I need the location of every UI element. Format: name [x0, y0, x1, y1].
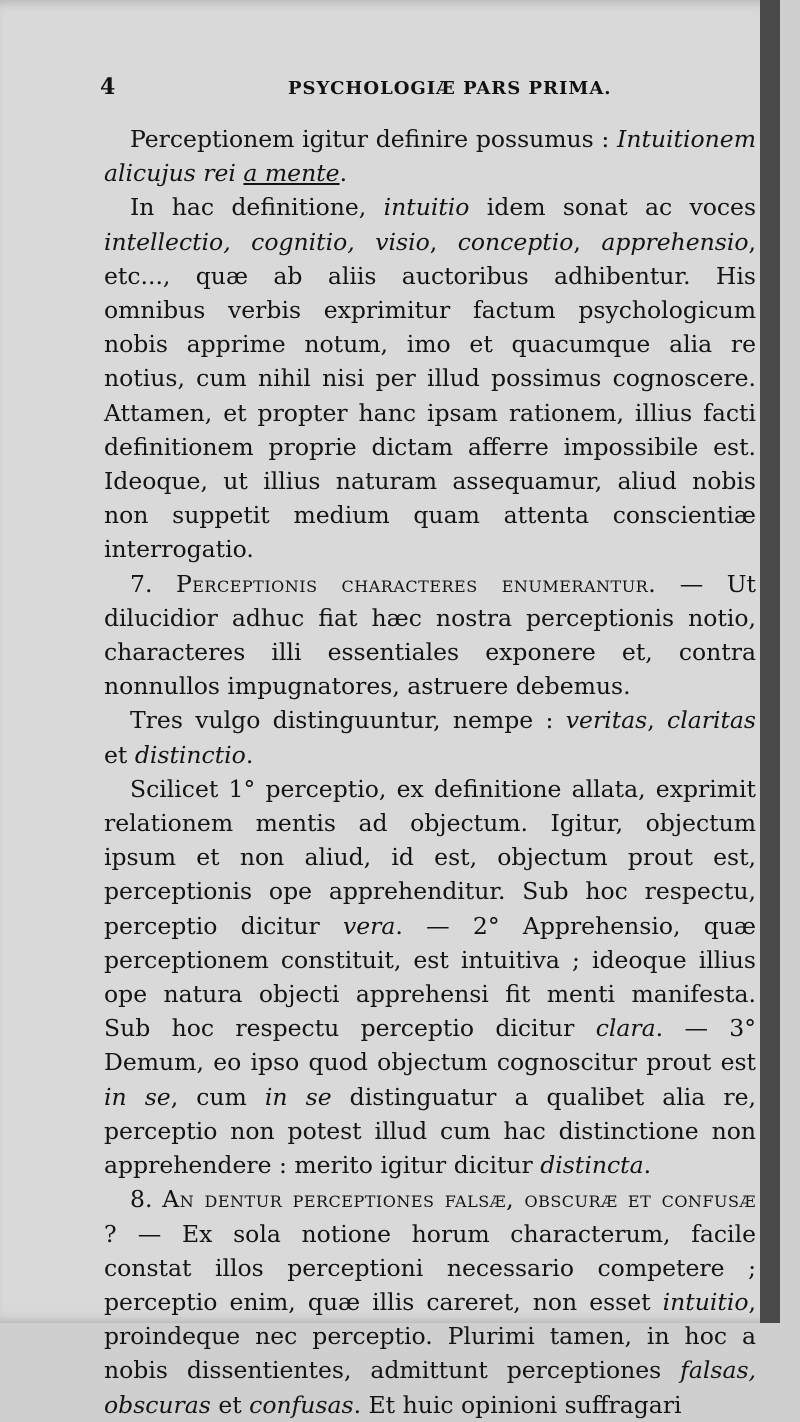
text-run: ,: [647, 706, 668, 735]
text-run: , proindeque nec perceptio. Plurimi tamen, in hoc a nobis dissentientes, admittunt perceptiones: [104, 1287, 756, 1385]
text-run: , cum: [170, 1082, 265, 1111]
page-number: 4: [100, 74, 116, 100]
running-title: PSYCHOLOGIÆ PARS PRIMA.: [288, 78, 612, 99]
text-run: . — 3° Demum, eo ipso quod objectum cognoscitur prout est: [104, 1014, 756, 1077]
page-edge: [760, 0, 780, 1323]
text-run: .: [339, 159, 348, 188]
text-run: distinguatur a qualibet alia re, perceptio non potest illud cum hac distinctione non apprehendere : merito igitur dicitur: [104, 1082, 756, 1180]
text-run: ,: [429, 227, 458, 256]
text-run: idem sonat ac voces: [469, 193, 757, 222]
text-run: . — 2° Apprehensio, quæ perceptionem constituit, est intuitiva ; ideoque illius ope natura objecti apprehensi fit menti manifesta. Sub hoc respectu perceptio dicitur: [104, 911, 756, 1043]
text-run: .: [643, 1151, 652, 1180]
italic-run: claritas: [667, 706, 756, 735]
text-run: — Ut dilucidior adhuc fiat hæc nostra perceptionis notio, characteres illi essentiales exponere et, contra nonnullos impugnatores, astruere debemus.: [104, 569, 756, 701]
italic-run: in se: [104, 1082, 171, 1111]
italic-run: conceptio: [457, 227, 574, 256]
italic-run: veritas: [565, 706, 648, 735]
text-run: .: [245, 740, 254, 769]
italic-run: distincta: [540, 1151, 644, 1180]
italic-run: clara: [595, 1014, 656, 1043]
text-run: et: [210, 1390, 250, 1419]
paragraph-intuitio: [104, 190, 756, 566]
text-run: — Ex sola notione horum characterum, facile constat illos perceptioni necessario competere ; perceptio enim, quæ illis careret, non esset: [104, 1219, 756, 1316]
italic-run: falsas, obscuras: [104, 1356, 756, 1419]
page-header: [100, 74, 740, 104]
italic-run: vera: [342, 911, 396, 940]
italic-run: intuitio: [662, 1287, 749, 1316]
text-run: Tres vulgo distinguuntur, nempe :: [130, 706, 566, 735]
underlined-run: a mente: [243, 159, 340, 188]
paragraph-definition: [104, 122, 756, 190]
italic-run: in se: [264, 1082, 332, 1111]
italic-run: apprehensio: [601, 227, 749, 256]
italic-run: intuitio: [383, 193, 470, 222]
section-heading: An dentur perceptiones falsæ, obscuræ et confusæ ?: [104, 1185, 756, 1248]
text-run: et: [104, 740, 135, 769]
text-run: ,: [573, 227, 602, 256]
text-run: . Et huic opinioni suffragari: [353, 1390, 682, 1419]
section-heading: Perceptionis characteres enumerantur.: [175, 569, 657, 598]
paragraph-section-8: [104, 1182, 756, 1421]
section-number: 8.: [130, 1185, 153, 1214]
italic-run: confusas: [249, 1390, 354, 1419]
paragraph-tres: [104, 703, 756, 771]
italic-run: Intuitionem alicujus rei: [104, 125, 756, 188]
italic-run: intellectio, cognitio, visio: [104, 227, 430, 256]
text-run: Perceptionem igitur definire possumus :: [130, 125, 618, 153]
section-number: 7.: [130, 569, 153, 598]
text-run: , etc..., quæ ab aliis auctoribus adhibentur. His omnibus verbis exprimitur factum psychologicum nobis apprime notum, imo et quacumque alia re notius, cum nihil nisi per illud possimus cognoscere. Attamen, et propter hanc ipsam rationem, illius facti definitionem proprie dictam afferre impossibile est. Ideoque, ut illius naturam assequamur, aliud nobis non suppetit medium quam attenta conscientiæ interrogatio.: [104, 227, 756, 564]
body-text: [104, 122, 756, 1422]
paragraph-scilicet: [104, 772, 756, 1182]
text-run: In hac definitione,: [130, 193, 384, 222]
paragraph-section-7: [104, 567, 756, 704]
italic-run: distinctio: [134, 740, 246, 769]
text-run: Scilicet 1° perceptio, ex definitione allata, exprimit relationem mentis ad objectum. Igitur, objectum ipsum et non aliud, id est, objectum prout est, perceptionis ope apprehenditur. Sub hoc respectu, perceptio dicitur: [104, 774, 756, 940]
